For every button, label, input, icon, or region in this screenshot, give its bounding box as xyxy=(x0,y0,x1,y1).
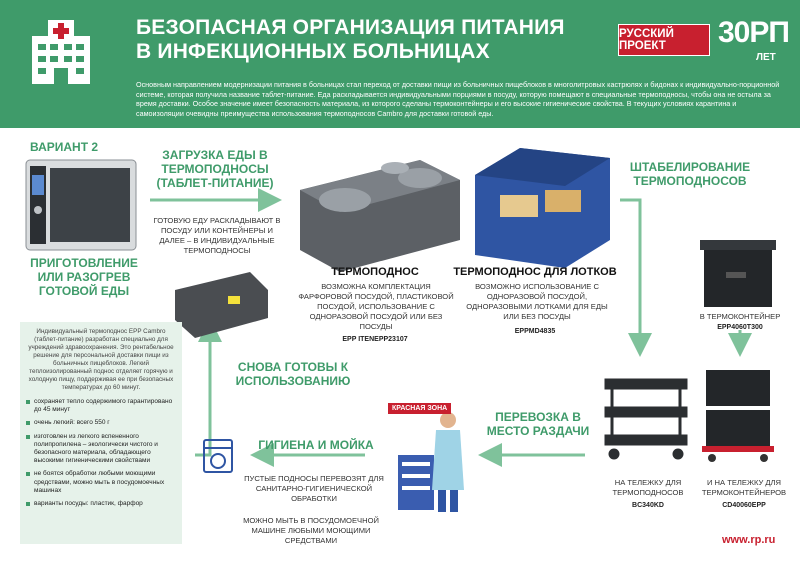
tray-lotki-code: EPPMD4835 xyxy=(514,328,556,335)
feature-item: варианты посуды: пластик, фарфор xyxy=(26,500,176,508)
cart-containers-code: CD40060EPP xyxy=(722,502,766,509)
website-link[interactable]: www.rp.ru xyxy=(722,534,776,546)
feature-item: очень легкий: всего 550 г xyxy=(26,419,176,427)
epp-tray-small-image xyxy=(175,272,268,338)
tray-desc: ВОЗМОЖНА КОМПЛЕКТАЦИЯ ФАРФОРОВОЙ ПОСУДОЙ, ПЛАСТИКОВОЙ ПОСУДОЙ, ИСПОЛЬЗОВАНИЕ С ОДНОРАЗОВОЙ ПОСУДОЙ ИЛИ БЕЗ ПОСУДЫ xyxy=(298,282,454,331)
info-desc: Индивидуальный термоподнос EPP Cambro (таблет-питание) разработан специально для учреждений здравоохранения. Это рентабельное решение для персональной доставки пищи из больничных пищеблоков. Легкий теплоизолированный поднос отделяет горячую и холодную пищу, поддерживая ее при безопасных температурах до 60 минут. xyxy=(28,328,174,391)
feature-item: изготовлен из легкого вспененного полипропилена – экологически чистого и безопасного материала, обладающего высокими гигиеническими свойствами xyxy=(26,433,176,466)
cooking-step: ПРИГОТОВЛЕНИЕ ИЛИ РАЗОГРЕВ ГОТОВОЙ ЕДЫ xyxy=(30,256,138,298)
stacking-step: ШТАБЕЛИРОВАНИЕ ТЕРМОПОДНОСОВ xyxy=(629,160,751,188)
brand-logo: РУССКИЙ ПРОЕКТ xyxy=(618,24,710,56)
thermo-tray-lotki-image xyxy=(475,148,610,268)
hygiene-desc-2: МОЖНО МЫТЬ В ПОСУДОМОЕЧНОЙ МАШИНЕ ЛЮБЫМИ МОЮЩИМИ СРЕДСТВАМИ xyxy=(243,516,379,545)
variant-label: ВАРИАНТ 2 xyxy=(30,140,99,154)
cart-containers-title: И НА ТЕЛЕЖКУ ДЛЯ ТЕРМОКОНТЕЙНЕРОВ xyxy=(701,478,787,497)
tray-lotki-desc: ВОЗМОЖНО ИСПОЛЬЗОВАНИЕ С ОДНОРАЗОВОЙ ПОСУДОЙ, ОДНОРАЗОВЫМИ ЛОТКАМИ ДЛЯ ЕДЫ ИЛИ БЕЗ ПОСУДЫ xyxy=(466,282,608,321)
container-code: EPP4060T300 xyxy=(717,324,763,331)
arrow-again xyxy=(195,330,210,455)
container-title: В ТЕРМОКОНТЕЙНЕР xyxy=(699,312,781,321)
hygiene-step: ГИГИЕНА И МОЙКА xyxy=(258,438,374,452)
intro-text: Основным направлением модернизации питания в больницах стал переход от доставки пищи из больничных пищеблоков в многолитровых кастрюлях и бидонах к индивидуально-порционной системе, которая получила название таблет-питание. Еда раскладывается индивидуальными порциями в посуду, которую помещают в специальные термоподносы, чтобы она не остыла за время доставки. Особое значение имеет безопасность материала, из которого сделаны термоконтейнеры и его высокие гигиенические свойства. В текущих условиях карантина и самоизоляции очевидны преимущества использования термоподносов Cambro для доставки готовой еды. xyxy=(136,80,780,118)
tray-code: EPP ITENEPP23107 xyxy=(342,336,408,343)
thermo-container-image xyxy=(700,240,776,307)
tray-lotki-title: ТЕРМОПОДНОС ДЛЯ ЛОТКОВ xyxy=(453,266,617,278)
feature-item: сохраняет тепло содержимого гарантировано до 45 минут xyxy=(26,398,176,414)
cart-trays-image xyxy=(606,380,686,458)
feature-list xyxy=(26,398,176,508)
cart-trays-title: НА ТЕЛЕЖКУ ДЛЯ ТЕРМОПОДНОСОВ xyxy=(612,478,684,497)
hygiene-desc-1: ПУСТЫЕ ПОДНОСЫ ПЕРЕВОЗЯТ ДЛЯ САНИТАРНО-ГИГИЕНИЧЕСКОЙ ОБРАБОТКИ xyxy=(244,474,384,503)
cart-trays-code: BC340KD xyxy=(632,502,664,509)
info-box xyxy=(20,322,182,544)
loading-desc: ГОТОВУЮ ЕДУ РАСКЛАДЫВАЮТ В ПОСУДУ ИЛИ КОНТЕЙНЕРЫ И ДАЛЕЕ – В ИНДИВИДУАЛЬНЫЕ ТЕРМОПОДНОСЫ xyxy=(153,216,281,255)
combi-oven-image xyxy=(26,160,136,250)
again-step: СНОВА ГОТОВЫ К ИСПОЛЬЗОВАНИЮ xyxy=(235,360,351,388)
tray-title: ТЕРМОПОДНОС xyxy=(331,266,419,278)
transport-step: ПЕРЕВОЗКА В МЕСТО РАЗДАЧИ xyxy=(486,410,590,438)
loading-step: ЗАГРУЗКА ЕДЫ В ТЕРМОПОДНОСЫ (ТАБЛЕТ-ПИТАНИЕ) xyxy=(156,148,274,190)
arrow-to-container xyxy=(620,200,640,345)
nurse-cart-image xyxy=(398,412,464,512)
page-title: БЕЗОПАСНАЯ ОРГАНИЗАЦИЯ ПИТАНИЯ В ИНФЕКЦИОННЫХ БОЛЬНИЦАХ xyxy=(136,16,565,63)
red-zone-badge: КРАСНАЯ ЗОНА xyxy=(388,403,451,414)
thermo-tray-image xyxy=(300,160,460,272)
cart-containers-image xyxy=(702,370,774,462)
anniversary-logo: 30РП ЛЕТ xyxy=(718,16,789,63)
feature-item: не боятся обработки любыми моющими средствами, можно мыть в посудомоечных машинах xyxy=(26,470,176,495)
